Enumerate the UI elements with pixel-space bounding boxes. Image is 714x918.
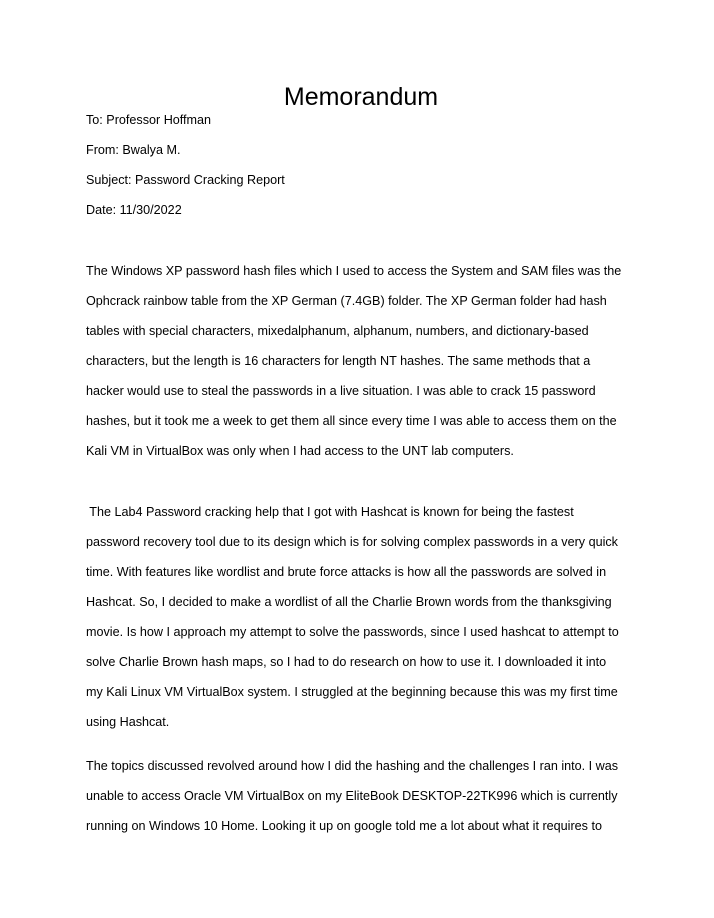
paragraph-line: password recovery tool due to its design which is for solving complex passwords in a very quick bbox=[86, 535, 618, 549]
paragraph-line: time. With features like wordlist and brute force attacks is how all the passwords are solved in bbox=[86, 565, 607, 579]
paragraph-line: my Kali Linux VM VirtualBox system. I struggled at the beginning because this was my first time bbox=[86, 685, 618, 699]
memo-title: Memorandum bbox=[283, 83, 439, 111]
paragraph-line: Ophcrack rainbow table from the XP German (7.4GB) folder. The XP German folder had hash bbox=[86, 294, 607, 308]
paragraph-line: Kali VM in VirtualBox was only when I had access to the UNT lab computers. bbox=[86, 444, 514, 458]
paragraph-line: characters, but the length is 16 characters for length NT hashes. The same methods that a bbox=[86, 354, 591, 368]
paragraph-line: hashes, but it took me a week to get them all since every time I was able to access them on the bbox=[86, 414, 617, 428]
body-paragraph-1 bbox=[86, 256, 646, 466]
paragraph-line: The Windows XP password hash files which I used to access the System and SAM files was the bbox=[86, 264, 622, 278]
memo-subject: Subject: Password Cracking Report bbox=[86, 173, 285, 187]
paragraph-line: Hashcat. So, I decided to make a wordlist of all the Charlie Brown words from the thanksgiving bbox=[86, 595, 612, 609]
paragraph-line: running on Windows 10 Home. Looking it up on google told me a lot about what it requires to bbox=[86, 819, 602, 833]
paragraph-line: hacker would use to steal the passwords in a live situation. I was able to crack 15 password bbox=[86, 384, 596, 398]
paragraph-line: solve Charlie Brown hash maps, so I had to do research on how to use it. I downloaded it into bbox=[86, 655, 607, 669]
paragraph-line: using Hashcat. bbox=[86, 715, 170, 729]
memo-to: To: Professor Hoffman bbox=[86, 113, 212, 127]
paragraph-line: unable to access Oracle VM VirtualBox on my EliteBook DESKTOP-22TK996 which is currently bbox=[86, 789, 618, 803]
memo-date: Date: 11/30/2022 bbox=[86, 203, 182, 217]
body-paragraph-3 bbox=[86, 751, 646, 841]
body-paragraph-2 bbox=[86, 497, 646, 737]
memo-from: From: Bwalya M. bbox=[86, 143, 181, 157]
paragraph-line: The Lab4 Password cracking help that I got with Hashcat is known for being the fastest bbox=[86, 505, 574, 519]
paragraph-line: movie. Is how I approach my attempt to solve the passwords, since I used hashcat to attempt to bbox=[86, 625, 619, 639]
paragraph-line: The topics discussed revolved around how I did the hashing and the challenges I ran into. I was bbox=[86, 759, 619, 773]
paragraph-line: tables with special characters, mixedalphanum, alphanum, numbers, and dictionary-based bbox=[86, 324, 589, 338]
